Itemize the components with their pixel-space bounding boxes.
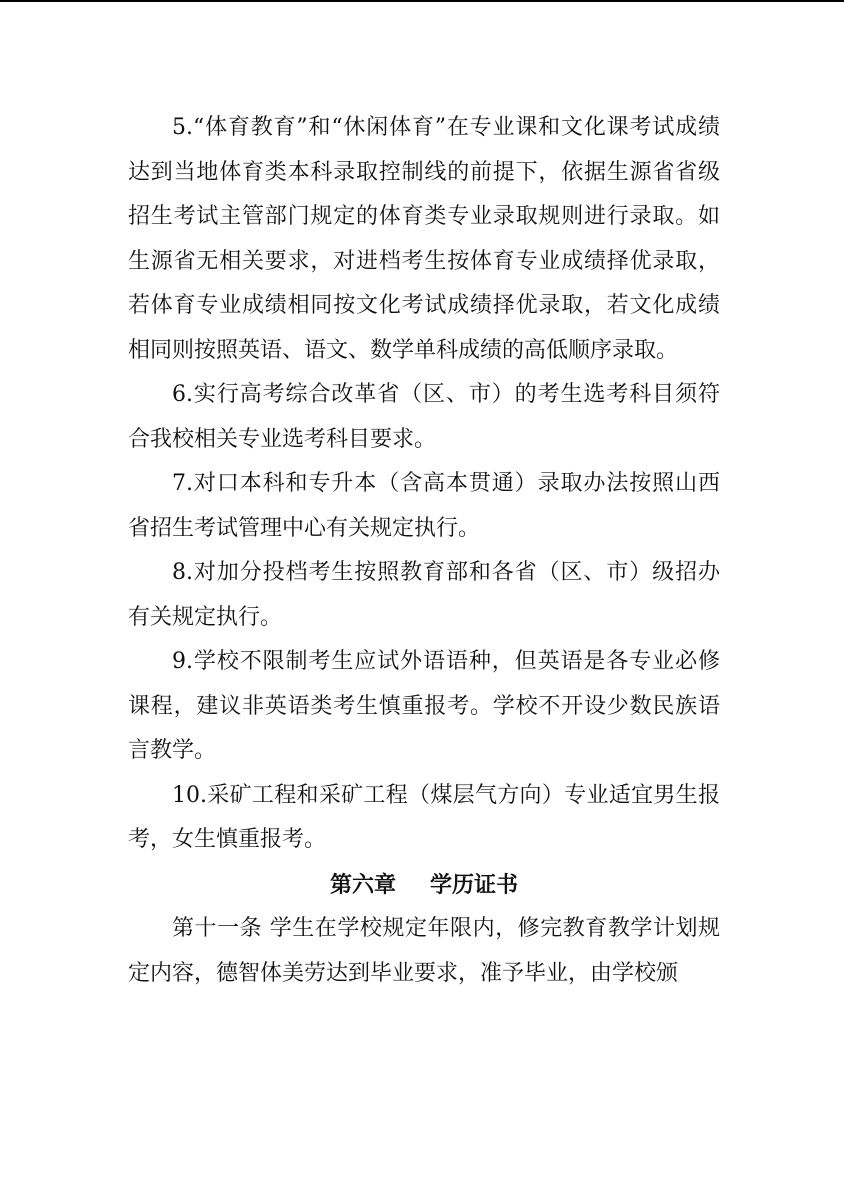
chapter-title: 学历证书 [430,871,519,898]
document-page [128,106,720,996]
paragraph-item-6: 6.实行高考综合改革省（区、市）的考生选考科目须符合我校相关专业选考科目要求。 [128,382,720,452]
chapter-heading [128,863,720,908]
paragraph-item-8: 8.对加分投档考生按照教育部和各省（区、市）级招办有关规定执行。 [128,560,720,630]
paragraph-item-7: 7.对口本科和专升本（含高本贯通）录取办法按照山西省招生考试管理中心有关规定执行。 [128,471,720,541]
article-11-paragraph: 第十一条 学生在学校规定年限内，修完教育教学计划规定内容，德智体美劳达到毕业要求，准予毕业，由学校颁 [128,916,720,986]
paragraph-item-5: 5.“体育教育”和“休闲体育”在专业课和文化课考试成绩达到当地体育类本科录取控制线的前提下，依据生源省省级招生考试主管部门规定的体育类专业录取规则进行录取。如生源省无相关要求，对进档考生按体育专业成绩择优录取，若体育专业成绩相同按文化考试成绩择优录取，若文化成绩相同则按照英语、语文、数学单科成绩的高低顺序录取。 [128,115,720,363]
top-border-line [0,0,844,2]
chapter-number: 第六章 [329,871,396,898]
paragraph-item-10: 10.采矿工程和采矿工程（煤层气方向）专业适宜男生报考，女生慎重报考。 [128,782,720,852]
paragraph-item-9: 9.学校不限制考生应试外语语种，但英语是各专业必修课程，建议非英语类考生慎重报考。学校不开设少数民族语言教学。 [128,649,720,763]
